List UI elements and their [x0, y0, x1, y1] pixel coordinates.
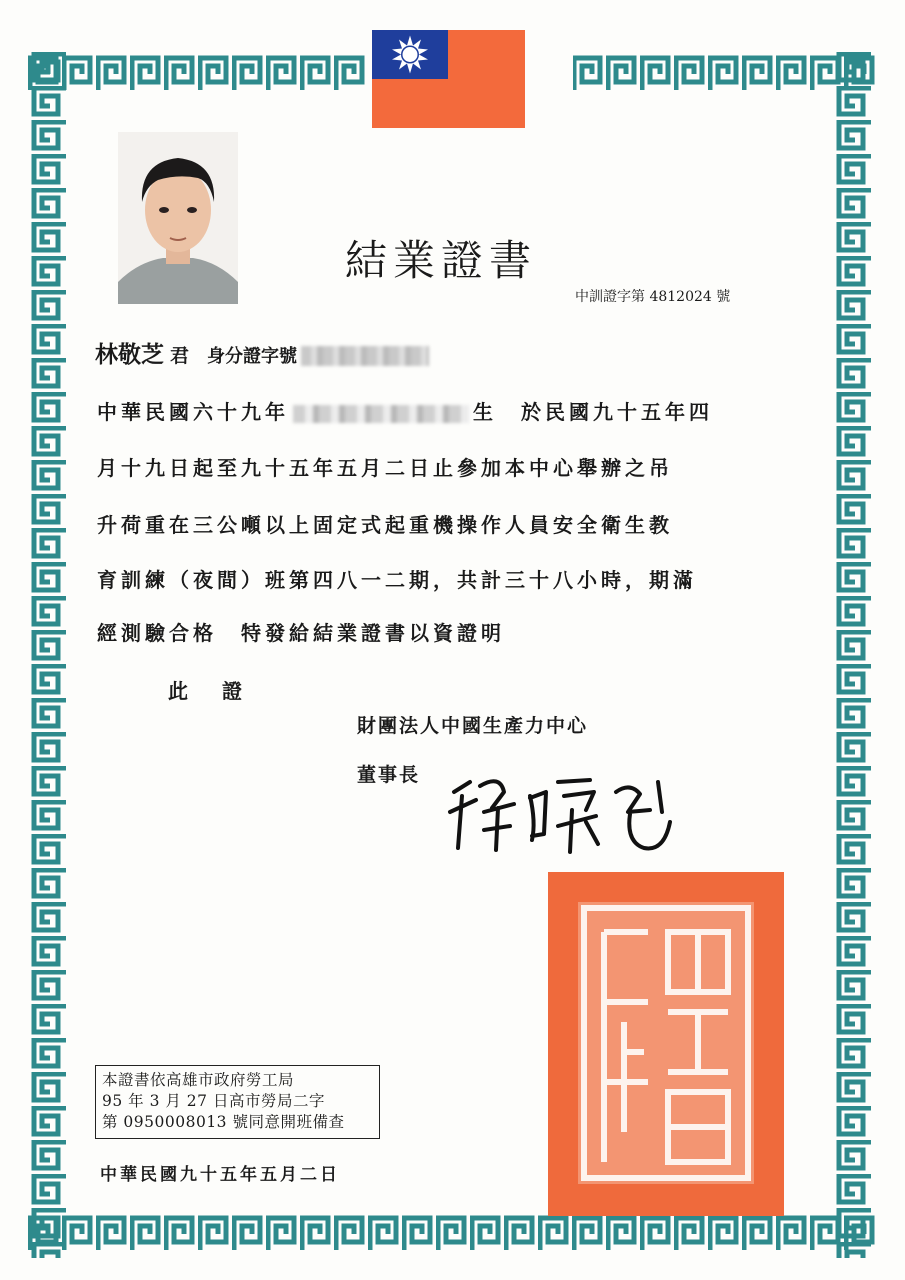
id-number-redacted: [301, 346, 429, 366]
body-line-1: [97, 396, 713, 425]
approval-notice: [95, 1065, 380, 1139]
border-left: [28, 52, 72, 1258]
organization-name: 財團法人中國生產力中心: [357, 715, 589, 737]
recipient-line: [95, 336, 429, 369]
issue-date: 中華民國九十五年五月二日: [100, 1165, 340, 1185]
closing-text: 此證: [168, 679, 276, 703]
body-line-1-end: 生 於民國九十五年四: [473, 400, 713, 424]
body-line-3: 升荷重在三公噸以上固定式起重機操作人員安全衛生教: [97, 513, 673, 537]
border-right: [833, 52, 877, 1258]
body-line-1-start: 中華民國六十九年: [97, 400, 289, 424]
body-line-4: 育訓練（夜間）班第四八一二期，共計三十八小時，期滿: [97, 568, 697, 592]
notice-line-1: 本證書依高雄市政府勞工局: [102, 1071, 295, 1089]
body-line-2: 月十九日起至九十五年五月二日止參加本中心舉辦之吊: [97, 456, 673, 480]
certificate-title: 結業證書: [345, 236, 538, 285]
cert-no-value: 4812024: [649, 289, 712, 305]
honorific: 君: [170, 345, 190, 367]
recipient-name: 林敬芝: [95, 341, 164, 368]
id-label: 身分證字號: [207, 346, 298, 367]
body-line-5: 經測驗合格 特發給結業證書以資證明: [97, 621, 505, 645]
chairman-label: 董事長: [357, 764, 421, 786]
notice-line-3: 第 0950008013 號同意開班備查: [102, 1113, 345, 1131]
chairman-signature: [440, 752, 690, 862]
cert-no-prefix: 中訓證字第: [575, 289, 645, 305]
flag-image: [372, 30, 525, 128]
certificate-number: [575, 286, 730, 306]
border-bottom: [28, 1212, 877, 1258]
cert-no-suffix: 號: [716, 289, 731, 305]
official-seal: [548, 872, 784, 1216]
birthdate-redacted: [293, 405, 469, 423]
notice-line-2: 95 年 3 月 27 日高市勞局二字: [102, 1092, 325, 1110]
recipient-photo: [118, 132, 238, 304]
